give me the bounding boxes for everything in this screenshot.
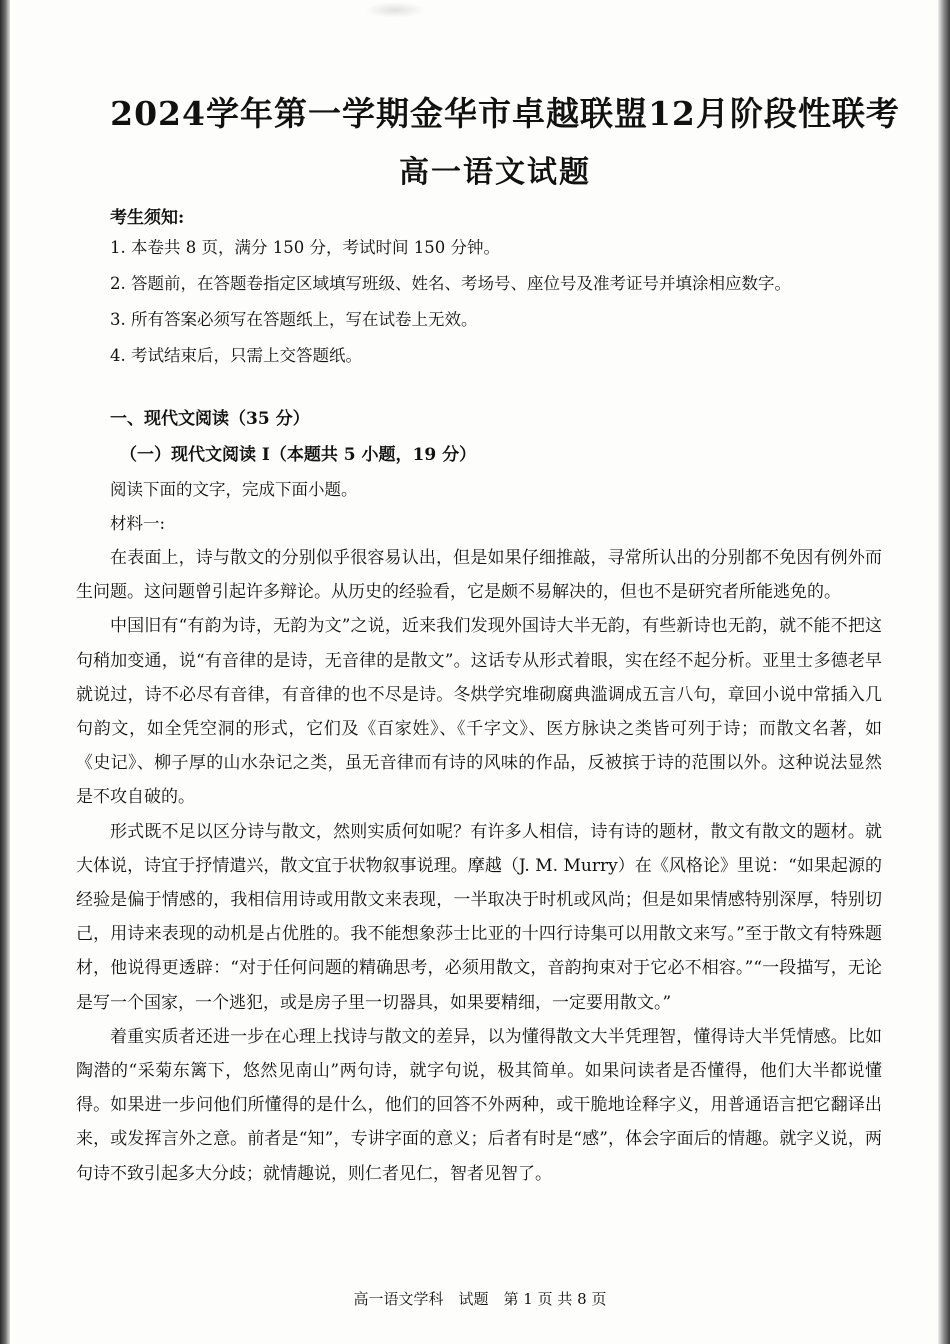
page-footer: 高一语文学科 试题 第 1 页 共 8 页 [353,1290,607,1308]
scan-smudge [365,2,425,18]
notice-item: 2. 答题前，在答题卷指定区域填写班级、姓名、考场号、座位号及准考证号并填涂相应数字。 [110,274,791,293]
notice-item: 4. 考试结束后，只需上交答题纸。 [110,346,362,365]
section-heading: 一、现代文阅读（35 分） [110,409,310,429]
passage-paragraph: 在表面上，诗与散文的分别似乎很容易认出，但是如果仔细推敲，寻常所认出的分别都不免因有例外而生问题。这问题曾引起许多辩论。从历史的经验看，它是颇不易解决的，但也不是研究者所能逃免的。 [76,548,882,603]
notice-item: 3. 所有答案必须写在答题纸上，写在试卷上无效。 [110,310,478,329]
scan-edge-left [0,0,10,1344]
scan-edge-right [938,0,950,1344]
exam-subtitle: 高一语文试题 [399,155,591,190]
exam-title: 2024学年第一学期金华市卓越联盟12月阶段性联考 [110,94,900,133]
passage-paragraph: 形式既不足以区分诗与散文，然则实质何如呢？有许多人相信，诗有诗的题材，散文有散文的题材。就大体说，诗宜于抒情遣兴，散文宜于状物叙事说理。摩越（J. M. Murry）在《风格论》里说：“如果起源的经验是偏于情感的，我相信用诗或用散文来表现，一半取决于时机或风尚；但是如果情感特别深厚，特别切己，用诗来表现的动机是占优胜的。我不能想象莎士比亚的十四行诗集可以用散文来写。”至于散文有特殊题材，他说得更透辟：“对于任何问题的精确思考，必须用散文，音韵拘束对于它必不相容。”“一段描写，无论是写一个国家，一个逃犯，或是房子里一切器具，如果要精细，一定要用散文。” [76,821,882,1013]
reading-passage [76,541,882,1191]
material-label: 材料一: [110,514,166,533]
subsection-heading: （一）现代文阅读 I（本题共 5 小题，19 分） [120,445,477,465]
passage-paragraph: 中国旧有“有韵为诗，无韵为文”之说，近来我们发现外国诗大半无韵，有些新诗也无韵，就不能不把这句稍加变通，说“有音律的是诗，无音律的是散文”。这话专从形式着眼，实在经不起分析。亚里士多德老早就说过，诗不必尽有音律，有音律的也不尽是诗。冬烘学究堆砌腐典滥调成五言八句，章回小说中常插入几句韵文，如全凭空洞的形式，它们及《百家姓》、《千字文》、医方脉诀之类皆可列于诗；而散文名著，如《史记》、柳子厚的山水杂记之类，虽无音律而有诗的风味的作品，反被摈于诗的范围以外。这种说法显然是不攻自破的。 [76,616,882,808]
reading-instruction: 阅读下面的文字，完成下面小题。 [110,480,358,499]
notice-item: 1. 本卷共 8 页，满分 150 分，考试时间 150 分钟。 [110,238,500,257]
passage-paragraph: 着重实质者还进一步在心理上找诗与散文的差异，以为懂得散文大半凭理智，懂得诗大半凭情感。比如陶潜的“采菊东篱下，悠然见南山”两句诗，就字句说，极其简单。如果问读者是否懂得，他们大半都说懂得。如果进一步问他们所懂得的是什么，他们的回答不外两种，或干脆地诠释字义，用普通语言把它翻译出来，或发挥言外之意。前者是“知”，专讲字面的意义；后者有时是“感”，体会字面后的情趣。就字义说，两句诗不致引起多大分歧；就情趣说，则仁者见仁，智者见智了。 [76,1026,882,1184]
notice-list [110,232,791,376]
notice-heading: 考生须知: [110,208,185,228]
